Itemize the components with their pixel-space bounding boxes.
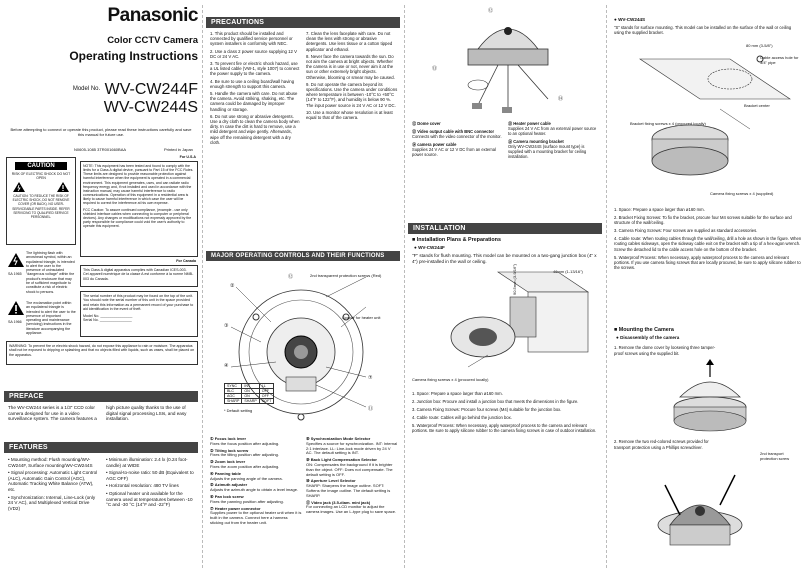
switch-header: SHARP [225, 399, 242, 404]
s-step: 4. Cable route: When routing cables through the wall/ceiling, drill a hole as shown in the figure. When routing cables sideways, open the sideway cable exit on the bracket with a tip of a hex-agon wrench. Screw the detached lid to the cable access hole on the bottom of the bracket. [614, 236, 802, 252]
callout-number: ③ [224, 323, 229, 329]
f-step: 3. Camera Fixing Screws: Procure four screws (M4) suitable for the junction box. [412, 407, 562, 413]
precaution-item: 8. Never face the camera towards the sun. Do not aim the camera at bright objects. Whether the camera is in use or not, never aim it at the sun or other extremely bright objects. Otherwise, blooming or smear may be caused. [306, 53, 395, 80]
lightning-text: The lightning flash with arrowhead symbol, within an equilateral triangle, is intended to alert the user to the presence of uninsulated "dangerous voltage" within the product's enclosure that may be of sufficient magnitude to constitute a risk of electric shock to persons. [26, 251, 75, 294]
model-field-label: Model No. [83, 314, 100, 319]
model-block [73, 81, 198, 99]
model-label: Model No. [72, 86, 101, 92]
lightning-icon [8, 253, 24, 267]
mount-step-2: 2. Remove the two red-colored screws provided for transport protection using a Phillips screwdriver. [614, 439, 709, 450]
caution-text: CAUTION: TO REDUCE THE RISK OF ELECTRIC SHOCK, DO NOT REMOVE COVER (OR BACK). NO USER-SERVICEABLE PARTS INSIDE. REFER SERVICING TO QUALIFIED SERVICE PERSONNEL. [12, 194, 70, 220]
f-step: 2. Junction box: Procure and install a junction box that meets the dimensions in the figure. [412, 399, 579, 405]
switch-on[interactable]: INT [242, 384, 259, 389]
doc-title: Operating Instructions [69, 49, 198, 63]
precaution-item: 1. This product should be installed and connected by qualified service personnel or system installers in conformity with NEC. [210, 31, 293, 47]
intro-text: Before attempting to connect or operate this product, please read these instructions carefully and save this manual for future use. [10, 127, 192, 138]
control-item: ⑬ Video output cable with BNC connector Connects with the video connector of the monitor. [412, 129, 502, 139]
diagram-label: 2nd transparent protection screws (Red) [310, 273, 382, 278]
s-step: 3. Camera Fixing Screws: Four screws are supplied as standard accessories. [614, 228, 758, 234]
caution-title: CAUTION [15, 162, 67, 170]
exclamation-icon [57, 182, 69, 192]
control-item: ⑦ Heater power connector Supplies power to the optional heater unit when it is built in the camera. Connect here a harness sticking out from the heater unit. [210, 505, 302, 525]
s-step: 1. Space: Prepare a space larger than ø160 mm. [614, 207, 705, 212]
column-divider [202, 5, 203, 568]
exclamation-icon [8, 301, 24, 315]
exclamation-text: The exclamation point within an equilateral triangle is intended to alert the user to the presence of important operating and maintenance (servicing) instructions in the literature accompanying the appliance. [26, 301, 76, 336]
switch-off[interactable]: LL [259, 384, 274, 389]
precautions-column [206, 5, 400, 568]
serial-text: The serial number of this product may be found on the top of the unit. You should note the serial number of this unit in the space provided and retain this information as a permanent record of your purchase to aid identification in the event of theft. [83, 294, 194, 311]
control-item: ⑩ Aperture Level Selector SHARP: Sharpens the image outline. SOFT: Softens the image outline. The default setting is SHARP. [306, 478, 391, 498]
feature-item: • Optional heater unit available for the camera used at temperatures between -10 °C and -30 °C (14°F and -22°F) [106, 490, 193, 508]
installation-column [408, 5, 602, 568]
callout-number: ② [230, 283, 235, 289]
exclamation-symbol [8, 301, 24, 324]
feature-item: • Signal-to-noise ratio: 50 dB (Equivalent to AGC OFF) [106, 470, 194, 481]
caution-sub: RISK OF ELECTRIC SHOCK DO NOT OPEN [11, 172, 71, 180]
mount-step-1: 1. Remove the dome cover by loosening three tamper-proof screws using the supplied bit. [614, 345, 716, 356]
precaution-item: 9. Do not operate the camera beyond its specifications. Use the camera under conditions where temperature is between -10°C to +50°C (14°F to 122°F), and humidity is below 90 %. The input power source is 24 V AC or 12 V DC. [306, 81, 398, 108]
control-item: ② Tilting lock screw Fixes the tilting position after adjusting. [210, 447, 279, 458]
f-dim-1: 46mm (1-13/16") [553, 269, 583, 274]
feature-item: • Synchronization: Internal, Line-Lock (only 24 V AC), and Multiplexed Vertical Drive (VD2) [8, 494, 96, 511]
doc-code: N0605-1085 3TR001660BAA [74, 147, 127, 152]
control-item: ⑤ Azimuth adjuster Adjusts the azimuth angle to obtain a level image. [210, 482, 299, 493]
model-1: WV-CW244F [104, 81, 198, 98]
feature-item: • Signal processing: Automatic Light Control (ALC), Automatic Gain Control (AGC), Automatic Tracking White Balance (ATW), etc. [8, 470, 98, 492]
f-step: 5. Waterproof Process: When necessary, apply waterproof process to the camera and relevant portions. Be sure to apply silicone rubber to the camera fixing screws in case of outdoor installation. [412, 423, 597, 434]
callout-number: ⑦ [368, 375, 373, 381]
s-dim-2: Cable access hole for 3/4" pipe [760, 55, 799, 65]
diagram-label: Spacer for heater unit [342, 315, 381, 320]
callout-number: ⑫ [288, 274, 294, 280]
sa1965-label: SA 1965 [8, 272, 22, 276]
s-text: "S" stands for surface mounting. This model can be installed on the surface of the wall or ceiling using the supplied bracket. [614, 25, 792, 35]
column-divider [606, 5, 607, 568]
serial-field-label: Serial No. [83, 318, 99, 323]
screw-removal-diagram [640, 465, 780, 565]
f-steps [412, 391, 600, 434]
control-item: ⑯ Camera mounting bracket Only WV-CW244S (surface mount type) is supplied with a mounting bracket for ceiling installation. [508, 139, 587, 159]
cover-column [4, 5, 198, 568]
control-item: ⑮ Heater power cable Supplies 24 V AC from an external power source to an optional heater. [508, 121, 597, 136]
controls-list-a [210, 437, 302, 526]
switch-off[interactable]: SOFT [259, 399, 274, 404]
lightning-icon [13, 182, 25, 192]
switch-table [224, 383, 274, 404]
camera-dome-diagram [448, 9, 568, 119]
column-divider [404, 5, 405, 568]
for-usa-label: For U.S.A [179, 155, 196, 159]
f-step: 4. Cable route: Cables will go behind the junction box. [412, 415, 512, 421]
precaution-item: 10. Use a monitor whose resolution is at least equal to that of the camera. [306, 109, 393, 121]
flush-mount-diagram [438, 267, 598, 382]
features-heading: FEATURES [4, 442, 198, 453]
control-item: ③ Zoom lock lever Fixes the zoom position after adjusting. [210, 459, 280, 469]
preface-heading: PREFACE [4, 391, 198, 402]
feature-item: • Minimum illumination: 2.4 lx (0.24 foot-candle) at WIDE [106, 457, 188, 468]
plans-title: ■ Installation Plans & Preparations [412, 237, 501, 243]
callout-number: ⑬ [432, 66, 438, 72]
feature-item: • Horizontal resolution: 480 TV lines [106, 483, 179, 489]
precautions-heading: PRECAUTIONS [206, 17, 400, 28]
control-item: ⑥ Pan lock screw Fixes the panning position after adjusting. [210, 493, 284, 504]
f-screws-label: Camera fixing screws x 4 (procured locally) [412, 377, 489, 382]
printed-in: Printed in Japan [164, 147, 193, 152]
caution-box [6, 157, 76, 245]
serial-box [80, 291, 198, 337]
s-steps [614, 207, 802, 270]
control-item: ① Focus lock lever Fixes the focus position after adjusting. [210, 436, 280, 446]
s-dim-1: 80 mm (3-5/8") [746, 43, 773, 48]
canada-text: This Class A digital apparatus complies with Canadian ICES-003. [83, 268, 187, 272]
switch-on[interactable]: ON [242, 389, 259, 394]
canada-fr: Cet appareil numérique de la classe A est conforme à la norme NMB-003 du Canada. [83, 272, 194, 281]
control-item: ④ Panning table Adjusts the panning angle of the camera. [210, 470, 283, 481]
controls-list-d [508, 121, 600, 159]
warning-box: WARNING: To prevent fire or electric shock hazard, do not expose this appliance to rain or moisture. The apparatus shall not be exposed to dripping or splashing and that no objects filled with liquids, such as vases, shall be placed on the apparatus. [6, 341, 198, 365]
switch-on[interactable]: SHARP [242, 399, 259, 404]
canada-box [80, 265, 198, 287]
brand-logo: Panasonic [107, 5, 198, 26]
precaution-item: 4. Be sure to use a ceiling board/wall having enough strength to support this camera. [210, 78, 295, 89]
controls-heading: MAJOR OPERATING CONTROLS AND THEIR FUNCTIONS [206, 251, 400, 261]
features-col1 [8, 457, 98, 511]
precaution-item: 7. Clean the lens faceplate with care. Do not clean the lens with strong or abrasive detergents. Use lens tissue or a cotton tipped applicator and ethanol. [306, 31, 393, 52]
f-text: "F" stands for flush mounting. This model can be mounted on a two-gang junction box (4" x 4") pre-installed in the wall or ceiling. [412, 253, 597, 264]
callout-number: ⑫ [488, 8, 494, 14]
s-bracket-label: Bracket center [744, 103, 770, 108]
callout-number: ④ [224, 363, 229, 369]
s-bfix-label: Bracket fixing screws x 4 (procured locally) [630, 121, 706, 126]
features-col2 [106, 457, 196, 508]
feature-item: • Mounting method: Flush mounting/WV-CW244F, Surface mounting/WV-CW244S [8, 457, 93, 468]
switch-header: AGC [225, 394, 242, 399]
s-step: 5. Waterproof Process: When necessary, apply waterproof process to the camera and relevant portions. If you use camera fixing screws that are locally procured, be sure to apply silicone rubber to the screws. [614, 254, 801, 270]
s-step: 2. Bracket Fixing Screws: To fix the bracket, procure four M4 screws suitable for the surface and structure of the wall/ceiling. [614, 215, 792, 226]
control-item: ⑪ Video jack (3.5-diam. mini jack) For connecting an LCD monitor to adjust the camera images. Use an L-type plug to save space. [306, 499, 397, 515]
caution-symbols [13, 182, 69, 192]
model-field[interactable]: Model No. ________________ [83, 314, 133, 319]
precaution-item: 5. Handle the camera with care. Do not abuse the camera. Avoid striking, shaking, etc. The camera could be damaged by improper handling or storage. [210, 91, 298, 112]
installation-heading: INSTALLATION [408, 223, 602, 234]
switch-header: BLC [225, 389, 242, 394]
f-model: ● WV-CW244F [414, 245, 445, 250]
precaution-item: 3. To prevent fire or electric shock hazard, use a UL listed cable (VW-1, style 1007) to connect the power supply to the camera. [210, 61, 300, 77]
switch-off[interactable]: OFF [259, 394, 274, 399]
switch-header: SYNC [225, 384, 242, 389]
serial-field[interactable]: Serial No. ________________ [83, 318, 132, 323]
callout-number: ⑭ [558, 96, 564, 102]
precaution-item: 6. Do not use strong or abrasive detergents. Use a dry cloth to clean the camera body when dirty. In case the dirt is hard to remove, use a mild detergent and wipe gently. Afterwards, wipe off the remaining detergent with a dry cloth. [210, 113, 300, 145]
control-item: ⑭ camera power cable Supplies 24 V AC or 12 V DC from an external power source. [412, 142, 496, 157]
precautions-col1 [210, 31, 300, 147]
s-model: ● WV-CW244S [614, 17, 646, 22]
switch-on[interactable]: ON [242, 394, 259, 399]
preface-text: The WV-CW244 series is a 1/3" CCD color camera designed for use in a video surveillance system. The camera features a high picture quality thanks to the use of digital signal processing LSIs, and easy installation. [8, 405, 187, 422]
lightning-symbol [8, 253, 24, 276]
sa1966-label: SA 1966 [8, 320, 22, 324]
fcc-caution: FCC Caution: To assure continued compliance, (example - use only shielded interface cables when connecting to computer or peripheral devices). Any changes or modifications not expressly approved by the party responsible for compliance could void the user's authority to operate this equipment. [83, 207, 192, 229]
controls-list-b [306, 437, 398, 515]
model-2: WV-CW244S [103, 99, 198, 116]
default-note: * Default setting [224, 408, 253, 413]
for-canada-label: For Canada [176, 259, 196, 263]
fcc-note-box [80, 161, 198, 257]
precautions-col2 [306, 31, 398, 122]
f-step: 1. Space: Prepare a space larger than ø160 mm. [412, 391, 503, 396]
callout-number: ⑪ [368, 406, 374, 412]
fcc-note: NOTE: This equipment has been tested and found to comply with the limits for a Class A digital device, pursuant to Part 15 of the FCC Rules. These limits are designed to provide reasonable protection against harmful interference when the equipment is operated in a commercial environment. This equipment generates, uses, and can radiate radio frequency energy and, if not installed and used in accordance with the instruction manual, may cause harmful interference to radio communications. Operation of this equipment in a residential area is likely to cause harmful interference in which case the user will be required to correct the interference at his own expense. [83, 164, 194, 206]
precaution-item: 2. Use a class 2 power source supplying 12 V DC or 24 V AC. [210, 48, 297, 59]
mounting-title: ■ Mounting the Camera [614, 327, 674, 333]
mounting-sub: ● Disassembly of the camera [616, 335, 680, 340]
control-item: ⑨ Back Light Compensation Selector ON: Compensates the background if it is brighter than the object. OFF: Does not compensate. The default setting is OFF. [306, 457, 393, 477]
dome-removal-diagram [640, 357, 780, 435]
f-dim-2: 90.5mm (3-9/16") [512, 264, 517, 295]
controls-list-c [412, 121, 504, 157]
s-cfix-label: Camera fixing screws x 4 (supplied) [710, 191, 774, 196]
control-item: ⑫ Dome cover [412, 121, 441, 126]
switch-off[interactable]: OFF [259, 389, 274, 394]
mounting-column [610, 5, 804, 568]
control-item: ⑧ Synchronization Mode Selector Specifies a source for synchronization. INT: Internal 2:1 interlace. LL: Line-lock mode driven by 24 V AC. The default setting is INT. [306, 436, 398, 456]
product-line: Color CCTV Camera [107, 35, 198, 46]
transport-screw-label: 2nd transport protection screw [760, 451, 790, 461]
